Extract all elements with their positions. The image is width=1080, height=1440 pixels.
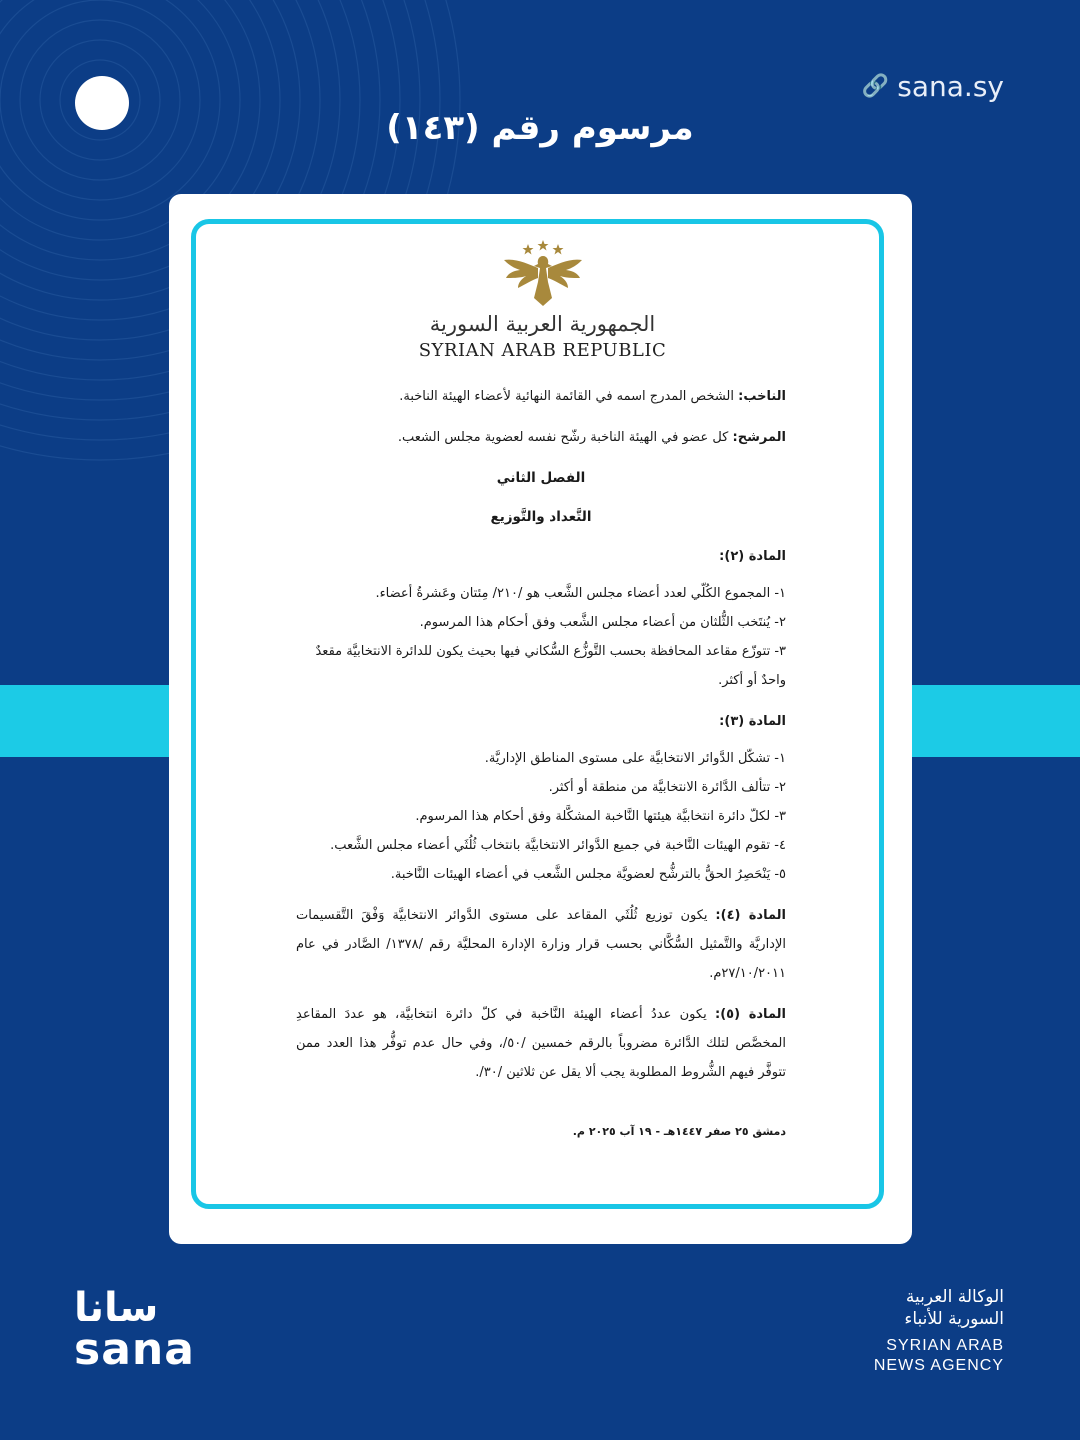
republic-name-arabic: الجمهورية العربية السورية (429, 312, 656, 336)
chapter-subtitle: التَّعداد والتَّوزيع (490, 509, 592, 525)
agency-name-english (804, 1336, 1004, 1376)
list-item: ٣- لكلّ دائرة انتخابيَّة هيئتها النَّاخبة المشكَّلة وفق أحكام هذا المرسوم. (415, 809, 786, 824)
list-item: ٥- يَنْحَصِرُ الحقُّ بالترشُّح لعضويَّة مجلس الشَّعب في أعضاء الهيئات النَّاخبة. (390, 867, 786, 882)
agency-name (804, 1286, 1004, 1376)
logo-arabic: سانا (74, 1285, 159, 1331)
republic-name-english: SYRIAN ARAB REPUBLIC (418, 340, 667, 361)
definition-text: كل عضو في الهيئة الناخبة رشّح نفسه لعضوية مجلس الشعب. (397, 430, 733, 445)
list-item: ٤- تقوم الهيئات النَّاخبة في جميع الدَّوائر الانتخابيَّة بانتخاب ثُلُثَي أعضاء مجلس الشَّعب. (330, 838, 786, 853)
decree-body (296, 382, 786, 1146)
chapter-title: الفصل الثاني (496, 470, 586, 486)
date-line: دمشق ٢٥ صفر ١٤٤٧هـ - ١٩ آب ٢٠٢٥ م. (572, 1125, 786, 1138)
agency-ar-line2: السورية للأنباء (904, 1309, 1004, 1329)
definition-term: المرشح: (732, 430, 786, 445)
article-2-list (296, 579, 786, 695)
decree-document (191, 219, 884, 1209)
definition-candidate (296, 423, 786, 452)
logo-english: sana (74, 1324, 195, 1375)
sana-logo (74, 1285, 224, 1375)
list-item: ٢- تتألف الدَّائرة الانتخابيَّة من منطقة أو أكثر. (548, 780, 786, 795)
agency-ar-line1: الوكالة العربية (905, 1287, 1004, 1307)
agency-name-arabic (884, 1286, 1004, 1330)
agency-en-line1: SYRIAN ARAB (886, 1337, 1004, 1354)
article-2-heading: المادة (٢): (719, 549, 786, 564)
article-4 (296, 901, 786, 988)
article-4-heading: المادة (٤): (715, 908, 787, 923)
page-title: مرسوم رقم (١٤٣) (386, 108, 694, 148)
article-5 (296, 1000, 786, 1087)
definition-text: الشخص المدرج اسمه في القائمة النهائية لأعضاء الهيئة الناخبة. (399, 389, 739, 404)
list-item: ٣- تتوزّع مقاعد المحافظة بحسب التَّوزُّع السُّكاني فيها بحيث يكون للدائرة الانتخابيَّة مقعدٌ واحدٌ أو أكثر. (315, 644, 786, 688)
list-item: ١- المجموع الكُلّي لعدد أعضاء مجلس الشَّعب هو /٢١٠/ مِئتان وعَشرةُ أعضاء. (375, 586, 786, 601)
article-3-list (296, 744, 786, 889)
article-5-text: يكون عددُ أعضاء الهيئة النَّاخبة في كلّ دائرة انتخابيَّة، هو عددَ المقاعدِ المخصَّص لتلك الدَّائرة مضروباً بالرقم خمسين /٥٠/، وفي حال عدم توفُّر هذا العدد ممن تتوفَّر فيهم الشُّروط المطلوبة يجب ألا يقل عن ثلاثين /٣٠/. (296, 1007, 787, 1080)
article-3-heading: المادة (٣): (719, 714, 786, 729)
article-4-text: يكون توزيع ثُلُثَي المقاعد على مستوى الدَّوائر الانتخابيَّة وَفْقَ التَّقسيمات الإداريَّة والتَّمثيل السُّكَّاني بحسب قرار وزارة الإدارة المحليَّة رقم /١٣٧٨/ الصَّادر في عام ٢٧/١٠/٢٠١١م. (296, 908, 786, 981)
eagle-crest-icon (498, 238, 588, 308)
article-5-heading: المادة (٥): (715, 1007, 786, 1022)
link-icon: 🔗 (861, 74, 890, 99)
source-link[interactable] (862, 70, 1004, 103)
source-label: sana.sy (897, 70, 1004, 103)
document-card (169, 194, 912, 1244)
definition-term: الناخب: (738, 389, 786, 404)
definition-voter (296, 382, 786, 411)
list-item: ١- تشكّل الدَّوائر الانتخابيَّة على مستوى المناطق الإداريَّة. (484, 751, 786, 766)
list-item: ٢- يُنتَخب الثُّلثان من أعضاء مجلس الشَّعب وفق أحكام هذا المرسوم. (419, 615, 786, 630)
agency-en-line2: NEWS AGENCY (873, 1357, 1004, 1374)
